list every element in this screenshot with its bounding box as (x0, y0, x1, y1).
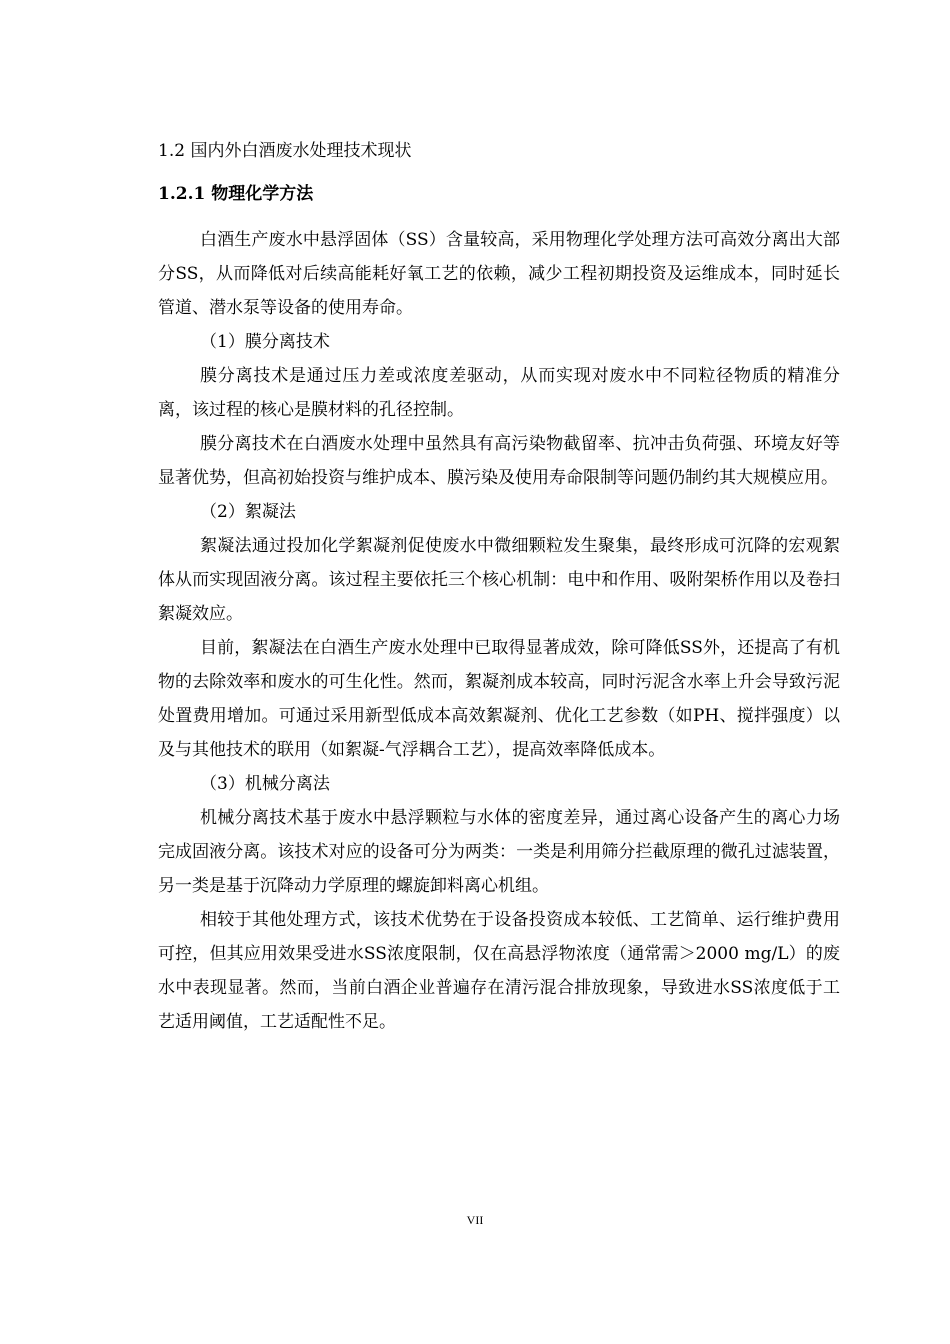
subsection-heading: 1.2.1 物理化学方法 (158, 184, 314, 204)
mechanical-heading: （3）机械分离法 (200, 774, 330, 794)
membrane-paragraph-2: 膜分离技术在白酒废水处理中虽然具有高污染物截留率、抗冲击负荷强、环境友好等显著优势，但高初始投资与维护成本、膜污染及使用寿命限制等问题仍制约其大规模应用。 (158, 434, 840, 488)
page-number: VII (466, 1213, 484, 1227)
flocculation-paragraph-1: 絮凝法通过投加化学絮凝剂促使废水中微细颗粒发生聚集，最终形成可沉降的宏观絮体从而实现固液分离。该过程主要依托三个核心机制：电中和作用、吸附架桥作用以及卷扫絮凝效应。 (158, 536, 840, 624)
flocculation-heading: （2）絮凝法 (200, 502, 296, 522)
membrane-heading: （1）膜分离技术 (200, 332, 330, 352)
membrane-paragraph-1: 膜分离技术是通过压力差或浓度差驱动，从而实现对废水中不同粒径物质的精准分离，该过程的核心是膜材料的孔径控制。 (158, 366, 840, 420)
page-content (158, 137, 840, 1039)
mechanical-paragraph-2: 相较于其他处理方式，该技术优势在于设备投资成本较低、工艺简单、运行维护费用可控，但其应用效果受进水SS浓度限制，仅在高悬浮物浓度（通常需＞2000 mg/L）的废水中表现显著。然而，当前白酒企业普遍存在清污混合排放现象，导致进水SS浓度低于工艺适用阈值，工艺适配性不足。 (158, 910, 840, 1032)
section-heading: 1.2 国内外白酒废水处理技术现状 (158, 141, 412, 161)
flocculation-paragraph-2: 目前，絮凝法在白酒生产废水处理中已取得显著成效，除可降低SS外，还提高了有机物的去除效率和废水的可生化性。然而，絮凝剂成本较高，同时污泥含水率上升会导致污泥处置费用增加。可通过采用新型低成本高效絮凝剂、优化工艺参数（如PH、搅拌强度）以及与其他技术的联用（如絮凝-气浮耦合工艺），提高效率降低成本。 (158, 638, 840, 760)
intro-paragraph: 白酒生产废水中悬浮固体（SS）含量较高，采用物理化学处理方法可高效分离出大部分SS，从而降低对后续高能耗好氧工艺的依赖，减少工程初期投资及运维成本，同时延长管道、潜水泵等设备的使用寿命。 (158, 230, 840, 318)
mechanical-paragraph-1: 机械分离技术基于废水中悬浮颗粒与水体的密度差异，通过离心设备产生的离心力场完成固液分离。该技术对应的设备可分为两类：一类是利用筛分拦截原理的微孔过滤装置，另一类是基于沉降动力学原理的螺旋卸料离心机组。 (158, 808, 840, 896)
